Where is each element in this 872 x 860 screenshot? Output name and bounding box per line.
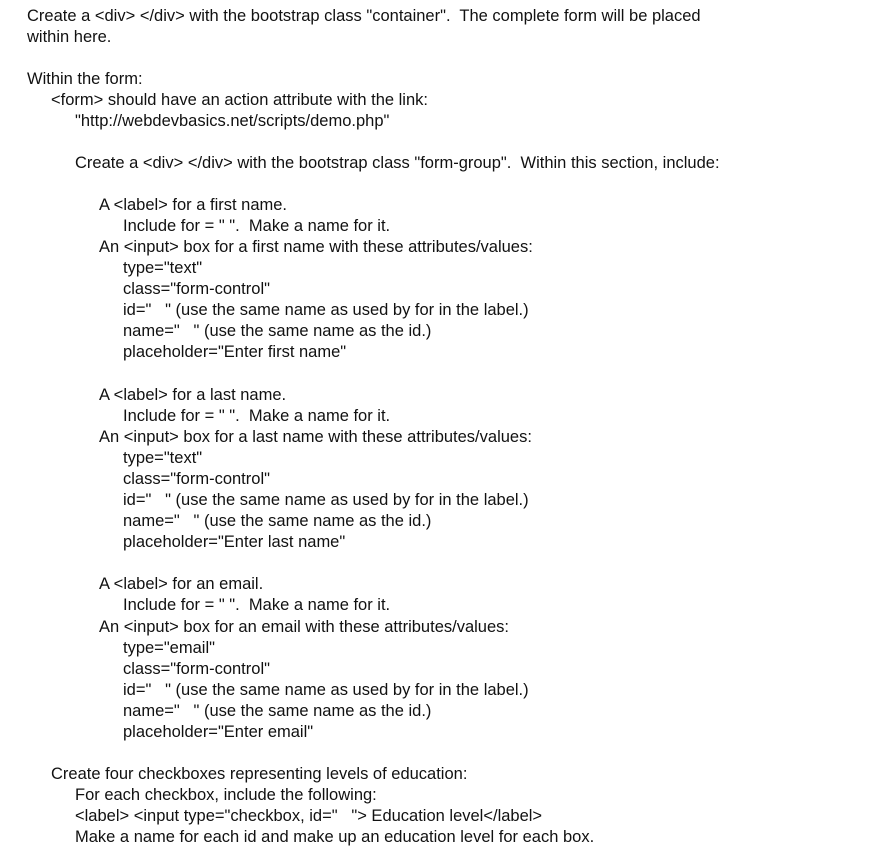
form-url-line: "http://webdevbasics.net/scripts/demo.php" xyxy=(75,112,390,130)
last-name-placeholder: placeholder="Enter last name" xyxy=(123,533,346,551)
last-name-id: id=" " (use the same name as used by for in the label.) xyxy=(123,491,529,509)
email-input-line: An <input> box for an email with these attributes/values: xyxy=(99,618,509,636)
first-name-input-line: An <input> box for a first name with these attributes/values: xyxy=(99,238,533,256)
last-name-type: type="text" xyxy=(123,449,203,467)
form-action-line: <form> should have an action attribute with the link: xyxy=(51,91,428,109)
email-id: id=" " (use the same name as used by for in the label.) xyxy=(123,681,529,699)
email-name: name=" " (use the same name as the id.) xyxy=(123,702,432,720)
first-name-id: id=" " (use the same name as used by for in the label.) xyxy=(123,301,529,319)
first-name-include-line: Include for = " ". Make a name for it. xyxy=(123,217,391,235)
last-name-class: class="form-control" xyxy=(123,470,270,488)
last-name-label-line: A <label> for a last name. xyxy=(99,386,287,404)
checkbox-heading: Create four checkboxes representing levels of education: xyxy=(51,765,468,783)
form-group-line: Create a <div> </div> with the bootstrap class "form-group". Within this section, include: xyxy=(75,154,720,172)
email-placeholder: placeholder="Enter email" xyxy=(123,723,314,741)
checkbox-make-line: Make a name for each id and make up an education level for each box. xyxy=(75,828,595,846)
first-name-class: class="form-control" xyxy=(123,280,270,298)
last-name-input-line: An <input> box for a last name with these attributes/values: xyxy=(99,428,532,446)
first-name-label-line: A <label> for a first name. xyxy=(99,196,288,214)
first-name-name: name=" " (use the same name as the id.) xyxy=(123,322,432,340)
checkbox-each-line: For each checkbox, include the following: xyxy=(75,786,377,804)
email-label-line: A <label> for an email. xyxy=(99,575,264,593)
first-name-type: type="text" xyxy=(123,259,203,277)
intro-line-2: within here. xyxy=(27,28,112,46)
first-name-placeholder: placeholder="Enter first name" xyxy=(123,343,347,361)
last-name-include-line: Include for = " ". Make a name for it. xyxy=(123,407,391,425)
checkbox-code-line: <label> <input type="checkbox, id=" "> Education level</label> xyxy=(75,807,543,825)
email-type: type="email" xyxy=(123,639,215,657)
intro-line-1: Create a <div> </div> with the bootstrap class "container". The complete form will be placed xyxy=(27,7,701,25)
form-heading: Within the form: xyxy=(27,70,143,88)
last-name-name: name=" " (use the same name as the id.) xyxy=(123,512,432,530)
email-include-line: Include for = " ". Make a name for it. xyxy=(123,596,391,614)
email-class: class="form-control" xyxy=(123,660,270,678)
